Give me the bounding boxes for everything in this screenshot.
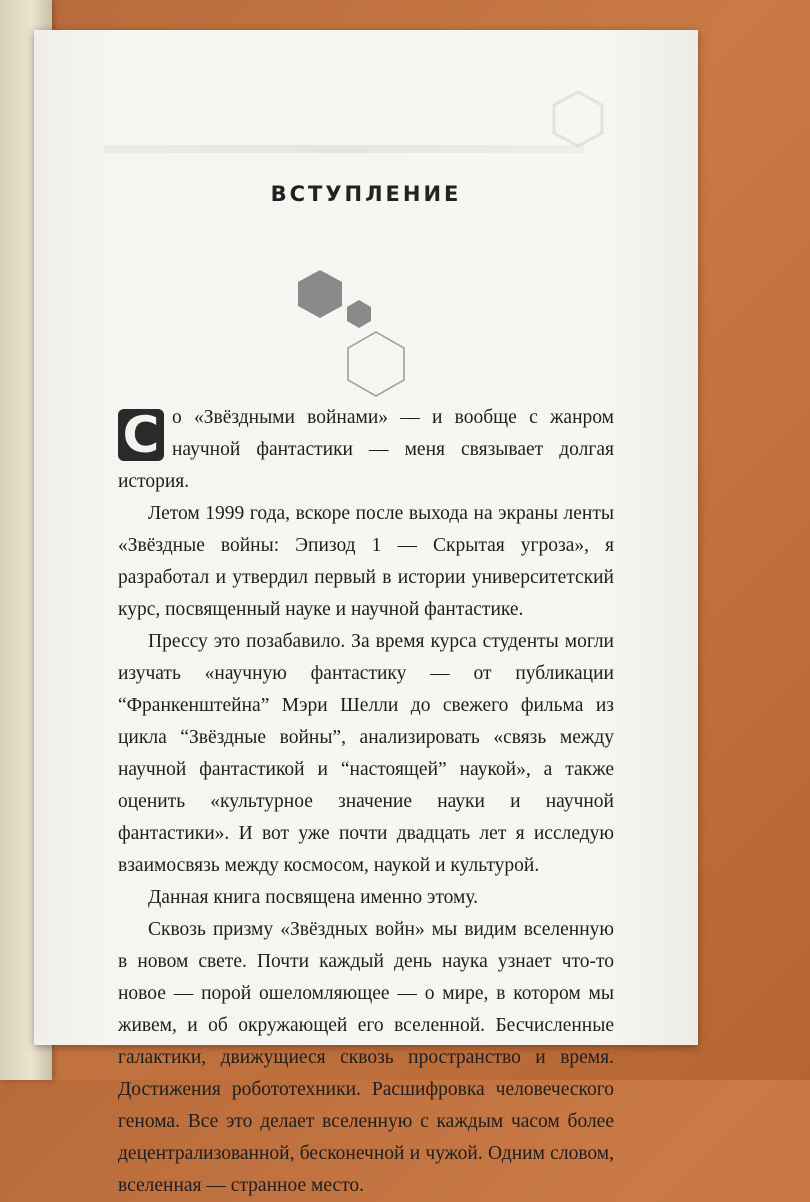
paragraph-3: Прессу это позабавило. За время курса студенты могли изучать «научную фантастику — от публикации “Франкенштейна” Мэри Шелли до свежего фильма из цикла “Звёздные войны”, анализировать «связь между научной фантастикой и “настоящей” наукой», а также оценить «культурное значение науки и научной фантастики». И вот уже почти двадцать лет я исследую взаимосвязь между космосом, наукой и культурой. xyxy=(118,631,614,876)
show-through-hexagon-icon xyxy=(552,90,604,148)
small-filled-hexagon-icon xyxy=(347,300,371,328)
dropcap: С xyxy=(118,409,164,461)
paragraph-4: Данная книга посвящена именно этому. xyxy=(148,887,479,908)
show-through-header xyxy=(104,145,584,153)
chapter-body xyxy=(118,402,614,1202)
book-page xyxy=(34,30,698,1196)
outline-hexagon-icon xyxy=(348,332,404,396)
chapter-title: ВСТУПЛЕНИЕ xyxy=(270,182,462,206)
paragraph-1 xyxy=(118,402,614,498)
paragraph-5: Сквозь призму «Звёздных войн» мы видим вселенную в новом свете. Почти каждый день наука узнает что-то новое — порой ошеломляющее — о мире, в котором мы живем, и об окружающей его вселенной. Бесчисленные галактики, движущиеся сквозь пространство и время. Достижения робототехники. Расшифровка человеческого генома. Все это делает вселенную с каждым часом более децентрализованной, бесконечной и чужой. Одним словом, вселенная — странное место. xyxy=(118,919,614,1196)
paragraph-1-text: о «Звёздными войнами» — и вообще с жанром научной фантастики — меня связывает долгая история. xyxy=(118,407,614,492)
large-filled-hexagon-icon xyxy=(298,270,342,318)
hexagon-ornament-icon xyxy=(296,268,416,398)
paragraph-2: Летом 1999 года, вскоре после выхода на экраны ленты «Звёздные войны: Эпизод 1 — Скрытая угроза», я разработал и утвердил первый в истории университетский курс, посвященный науке и научной фантастике. xyxy=(118,503,614,620)
